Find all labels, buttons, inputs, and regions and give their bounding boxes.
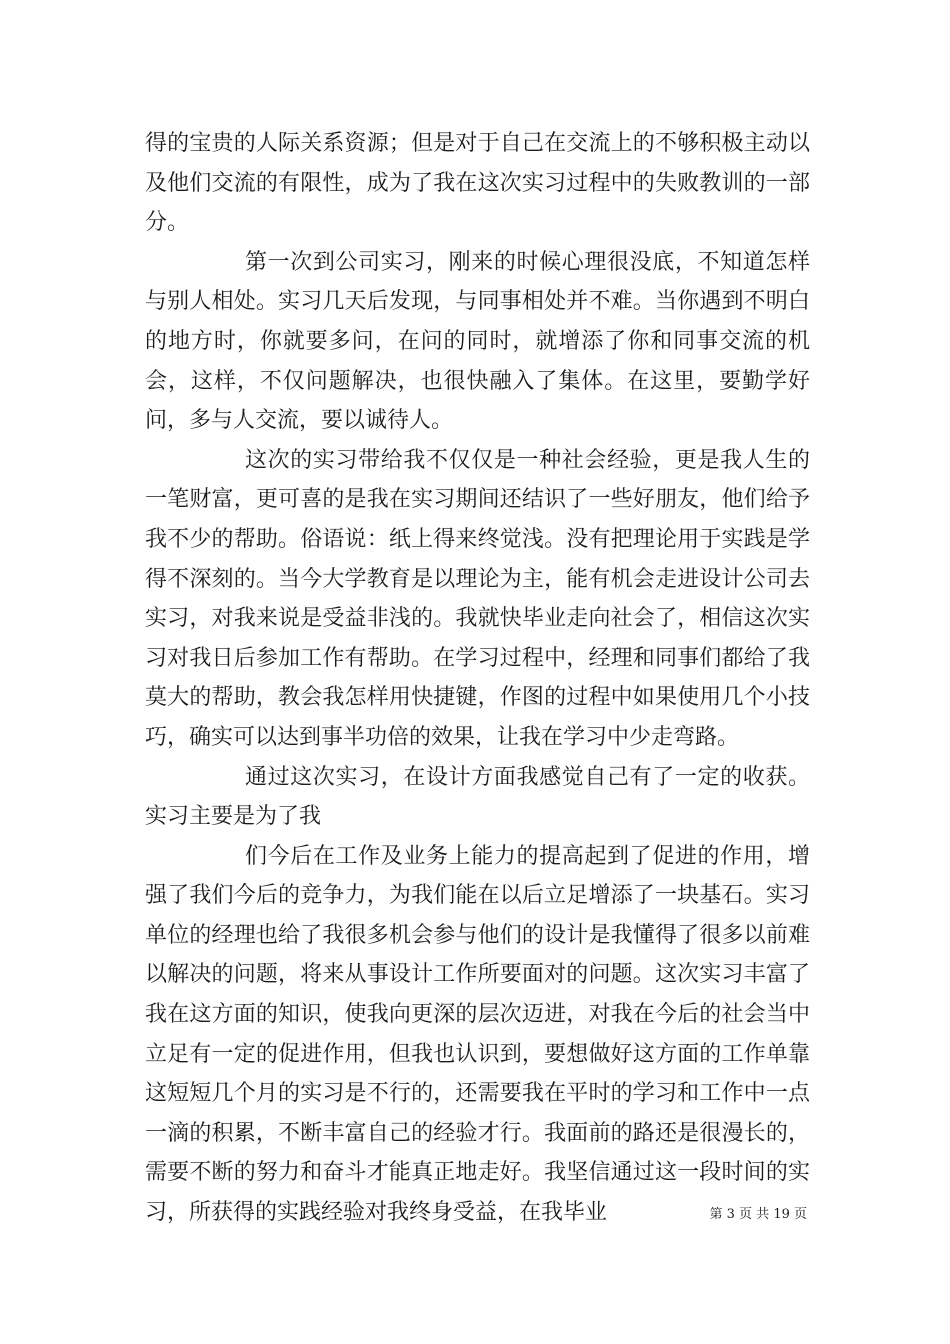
paragraph-3: 这次的实习带给我不仅仅是一种社会经验，更是我人生的一笔财富，更可喜的是我在实习期间还结识了一些好朋友，他们给予我不少的帮助。俗语说：纸上得来终觉浅。没有把理论用于实践是学得不深刻的。当今大学教育是以理论为主，能有机会走进设计公司去实习，对我来说是受益非浅的。我就快毕业走向社会了，相信这次实习对我日后参加工作有帮助。在学习过程中，经理和同事们都给了我莫大的帮助，教会我怎样用快捷键，作图的过程中如果使用几个小技巧，确实可以达到事半功倍的效果，让我在学习中少走弯路。 bbox=[145, 447, 810, 750]
paragraph-4: 通过这次实习，在设计方面我感觉自己有了一定的收获。实习主要是为了我 bbox=[145, 764, 810, 830]
page-number-footer: 第 3 页 共 19 页 bbox=[709, 1207, 807, 1222]
document-body bbox=[145, 124, 810, 1233]
paragraph-2: 第一次到公司实习，刚来的时候心理很没底，不知道怎样与别人相处。实习几天后发现，与同事相处并不难。当你遇到不明白的地方时，你就要多问，在问的同时，就增添了你和同事交流的机会，这样，不仅问题解决，也很快融入了集体。在这里，要勤学好问，多与人交流，要以诚待人。 bbox=[145, 249, 810, 434]
paragraph-5: 们今后在工作及业务上能力的提高起到了促进的作用，增强了我们今后的竞争力，为我们能在以后立足增添了一块基石。实习单位的经理也给了我很多机会参与他们的设计是我懂得了很多以前难以解决的问题，将来从事设计工作所要面对的问题。这次实习丰富了我在这方面的知识，使我向更深的层次迈进，对我在今后的社会当中立足有一定的促进作用，但我也认识到，要想做好这方面的工作单靠这短短几个月的实习是不行的，还需要我在平时的学习和工作中一点一滴的积累，不断丰富自己的经验才行。我面前的路还是很漫长的，需要不断的努力和奋斗才能真正地走好。我坚信通过这一段时间的实习，所获得的实践经验对我终身受益，在我毕业 bbox=[145, 843, 810, 1226]
paragraph-1: 得的宝贵的人际关系资源；但是对于自己在交流上的不够积极主动以及他们交流的有限性，成为了我在这次实习过程中的失败教训的一部分。 bbox=[145, 131, 810, 236]
